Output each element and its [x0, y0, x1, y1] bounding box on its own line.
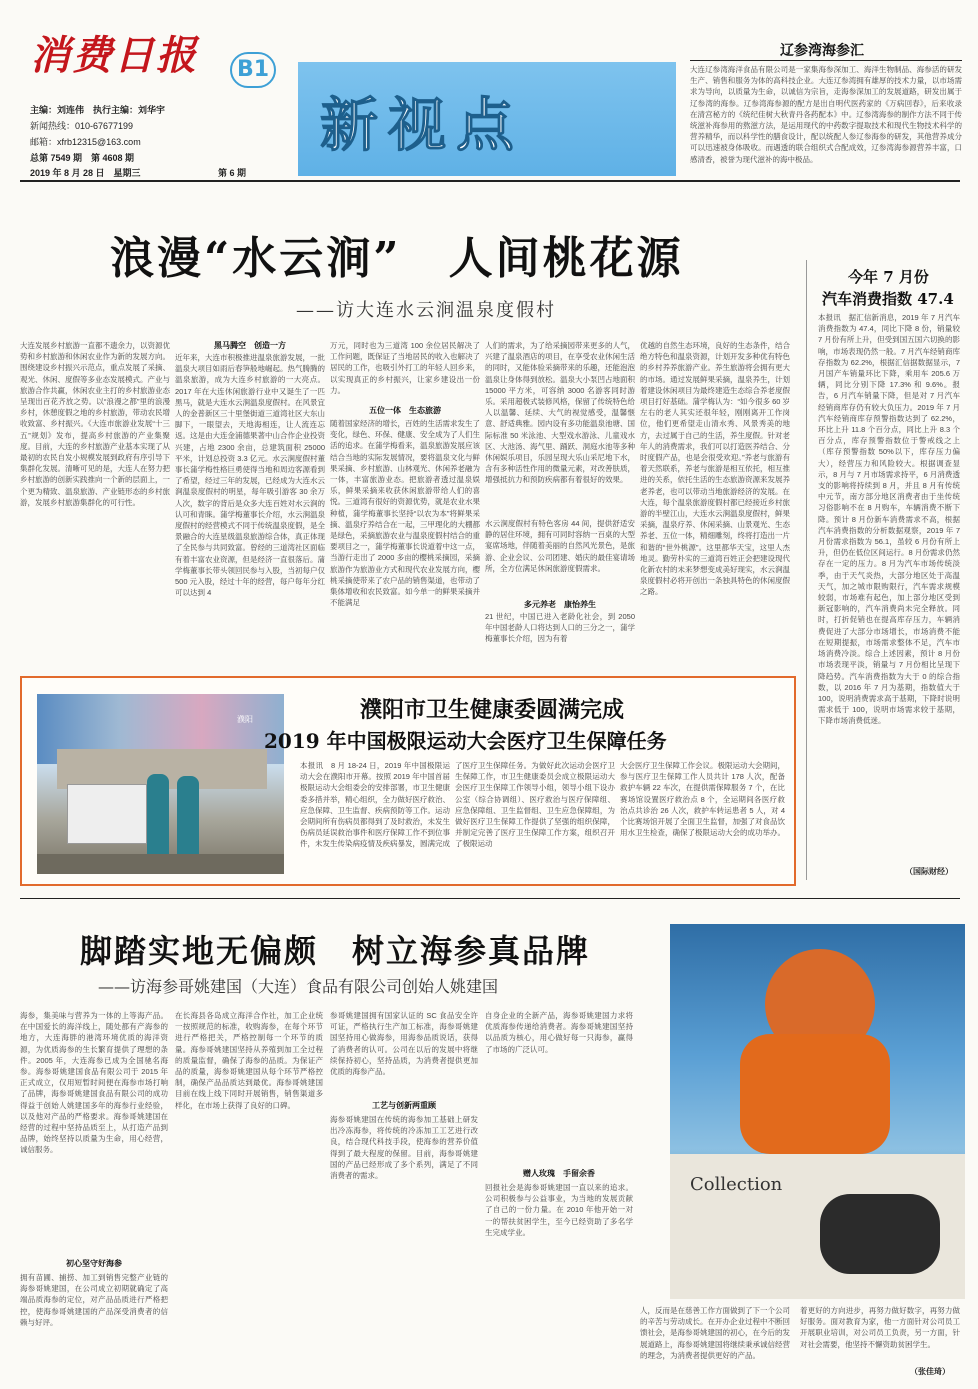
article3-col3: 参哥姚建国拥有国家认证的 SC 食品安全许可证，严格执行生产加工标准，海参哥姚建国坚持用心做海参，用海参品质说话，获得了消费者的认可。公司在以后的发展中将继续保持初心，坚持品质，为消费者提供更加优质的海参产品。	[330, 1011, 478, 1077]
article1-col3-head: 五位一体 生态旅游	[369, 406, 441, 415]
section-badge: B1	[230, 52, 276, 88]
sidecolumn-title1: 今年 7 月份	[848, 268, 929, 286]
issue-date: 2019 年 8 月 28 日 星期三	[30, 168, 141, 178]
article3-subtitle: ——访海参哥姚建国（大连）食品有限公司创始人姚建国	[98, 977, 499, 996]
article3-title: 脚踏实地无偏颇 树立海参真品牌	[80, 932, 591, 970]
article3-col5: 人，反而是在慈善工作方面做到了下一个公司的辛苦与劳动成长。在开办企业过程中不断回馈社会，是海参哥姚建国的初心，在今后的发展道路上，海参哥姚建国将继续秉承诚信经营的理念，为消费者提供更好的产品。	[640, 1306, 790, 1360]
sidebox-title: 辽参湾海参汇	[780, 43, 864, 59]
article1-col2-head: 黑马腾空 创造一方	[214, 341, 286, 350]
newspaper-logo: 消费日报	[30, 32, 198, 79]
article1-col3b: 随着国家经济的增长，百姓的生活需求发生了变化，绿色、环保、健康、安全成为了人们生活的追求。在蒲学梅看来，温泉旅游发展应该结合当地的实际发展情况，要将温泉文化与鲜果采摘、乡村旅游、山林观光、休闲养老融为一体，丰富旅游业态。把旅游者透过温泉娱乐，鲜果采摘来收获休闲旅游带给人们的喜悦。三道湾有很好的资源优势，就是农业水果种植，蒲学梅董事长坚持“以农为本”将鲜果采摘、温泉疗养结合在一起，三甲理化的大棚都是绿色，采摘旅游农业与温泉度假村结合的重要项目之一，蒲学梅董事长说道着中这一点，当游行走出了 2000 多亩的樱桃采摘园，采摘旅游作为旅游业方式和现代农业发展方向，樱桃采摘使带来了农户品的销售渠道，也带动了集体增收和农民致富。如今单一的鲜果采摘并不能满足	[330, 419, 480, 608]
article3-col1-head: 初心坚守好海参	[66, 1259, 122, 1268]
sidecolumn-text: 本报讯 据汇信新消息，2019 年 7 月汽车消费指数为 47.4，同比下降 8 份，销量较 7 月份有所上升，但受到国五国六切换的影响，市场表现仍然一般。7 月汽车经销商库存指数为 62.2%，根据汇信据数据显示，7 月国产车销量环比下降，乘用车 205.6 万辆，同比分别下降 17.3% 和 9.6%。报告，6 月汽车销量下降，但是对 7 月汽车经销商库存仍有较大负压力。2019 年 7 月汽车经销商库存预警指数达到了 62.2%，环比上升 11.8 个百分点，同比上升 8.3 个百分点，库存预警指数位于警戒线之上（库存预警指数 50%以下，库存压力偏大），经营压力和风险较大。根据调查显示，8 月与 7 月市场需求持平，6 月消费透支的影响将持续到 8 月，并且 8 月有传统中元节，南方部分地区消费者由于坐传统习俗影响不在 8 月购车，车辆消费不断下降。预计 8 月份新车消费需求不高，根据汽车消费指数的分析数据观察，2019 年 7 月份需求指数为 56.1，虽较 6 月份有所上升，但仍在低位区间运行。8 月份需求仍然存在一定的压力。8 月为汽车市场传统淡季，由于天气炎热，大部分地区处于高温天气，加之城市限购限行，汽车需求规模较弱，市场难有起色，加上部分地区受到新冠影响的，汽车消费尚未完全释放。同时，打折促销也在提高库存压力，车辆消费促进了大部分市场增长，市场消费不能在短期提振，市场需求整体不足，汽车市场消费冷淡。综合上述因素，预计 8 月份市场表现平淡，销量与 7 月份相比呈现下降趋势。汽车消费指数为大于 0 的综合指数，以 2016 年 7 月为基期，指数值大于 100，说明消费需求高于基期，下降时说明需求低于 100，说明市场需求较于基期，下降市场消费低迷。	[818, 313, 960, 726]
header-rule	[20, 180, 960, 182]
sidebox-rule	[690, 60, 962, 61]
article2-title2: 2019 年中国极限运动大会医疗卫生保障任务	[264, 729, 667, 753]
article1-col5: 优越的自然生态环境，良好的生态条件，结合绝方特色和温泉资源，计划开发多种优有特色的乡村养养旅游产业。养生旅游将会拥有更大的市场。通过发展鲜果采摘，温泉养生，计划着建设休闲项目为最终建造生态综合养老度假项目打好基础。蒲学梅认为：“如今很多 60 岁左右的老人其实还很年轻，刚刚离开工作岗位，他们更希望走山清水秀、风景秀美的地方，去过属于自己的生活，养生度假。针对老年人的消费需求，我们可以打造医养结合、分时度假产品，也是会很受欢迎。”养老与旅游有着天然联系，养老与旅游是相互依托，相互推进的关系，依托生活的生态旅游资源来发展养老养老，也可以带动当地旅游经济的发展。在大连，每个温泉旅游度假村都已经接近乡村旅游的半壁江山，大连水云涧温泉度假村，鲜果采摘，温泉疗养、休闲采摘、山景观光、生态养老、五位一体，精细雕刻，终将打造出一片和谐的“世外桃源”。这里都华天宝，这里人杰地灵。勤劳朴实的三道湾百姓正会把建设现代化新农村的未来梦想变成美好现实，水云涧温泉度假村必将开创出一条独具特色的休闲度假之路。	[640, 341, 790, 597]
article3-col3-head: 工艺与创新两重顾	[372, 1101, 436, 1110]
article2-photo	[37, 694, 284, 874]
sidecolumn-source: （国际财经）	[905, 867, 953, 876]
sidecolumn-title2: 汽车消费指数 47.4	[822, 290, 954, 308]
article2-col2: 了医疗卫生保障任务。为做好此次运动会医疗卫生保障工作，市卫生健康委员会成立极限运动大会医疗卫生保障工作领导小组，领导小组下设办公室（综合协调组）、医疗救治与医疗保障组、应急保障组、卫生监督组、卫生应急保障组，为做好医疗卫生保障工作提供了坚强的组织保障，并制定完善了医疗卫生保障工作方案，组织召开了极限运动	[455, 761, 615, 849]
article3-col1b: 拥有苗圃、捕捞、加工到销售完整产业链的海参哥姚建国，在公司成立初期就确定了高端品质海参的定位，对产品品质进行严格把控，使海参哥姚建国的产品深受消费者的信赖与好评。	[20, 1273, 168, 1327]
email: 邮箱：xfrb12315@163.com	[30, 137, 141, 147]
sidecolumn-divider	[806, 260, 807, 880]
article1-title: 浪漫“水云涧” 人间桃花源	[110, 233, 684, 284]
article1-col2: 近年来，大连市积极推进温泉旅游发展，一批温泉大项目如雨后春笋般地崛起。热气腾腾的温泉旅游，成为大连乡村旅游的一大亮点。2017 年在大连休闲旅游行业中又诞生了一匹黑马，就是大连水云涧温泉度假村。在风景宜人的金普新区三十里堡街道三道湾社区大东山脚下，一眼望去，天地海相连，让人流连忘返。这是由大连金浦德果著中山合作企业投资兴建，占地 2300 余亩，总建筑面积 25000 平米，计划总投资 3.3 亿元。水云涧度假村董事长蒲学梅性格巨勇使得当地和周边客源看到了希望，经过三年的发展，已经成为大连水云涧温泉度假村的明星，每年吸引游客 30 余万人次，数字的背后是众多大连百姓对水云涧的认可和青睐。蒲学梅董事长介绍，水云涧温泉度假村的经营模式不同于传统温泉度假，是全景融合的大连星级温泉旅游综合体，真正体现了全民参与共同致富。曾经的三道湾社区面临有着丰富农业资源，但是经济一直很落后。蒲学梅董事长带头领回民参与入股，当初每户仅 500 元入股，经过十年的经营，每户每年分红可以达到 4	[175, 353, 325, 598]
article3-col4: 自身企业的全新产品，海参哥姚建国力求将优质海参传递给消费者。海参哥姚建国坚持以品质为核心，用心做好每一只海参，赢得了市场的广泛认可。	[485, 1011, 633, 1054]
article1-col4-head: 多元养老 康怡养生	[524, 600, 596, 609]
editors-line: 主编：刘连伟 执行主编：刘华宇	[30, 105, 166, 115]
article3-photo-label: Collection	[690, 1174, 783, 1195]
article3-col6: 着更好的方向进步，再努力做好数字，再努力做好服务。面对教育为家，他一方面针对公司员工开展职业培训，对公司员工负责，另一方面，针对社会需要，他坚持不懈资助贫困学生。	[800, 1306, 960, 1349]
article3-col3b: 海参哥姚建国在传统的海参加工基础上研发出冷冻海参，将传统的冷冻加工工艺进行改良，结合现代科技手段，使海参的营养价值得到了最大程度的保留。目前，海参哥姚建国的产品已经形成了多个系列，满足了不同消费者的需求。	[330, 1115, 478, 1181]
article1-subtitle: ——访大连水云涧温泉度假村	[296, 300, 556, 321]
article1-col4b: 水云涧度假村有特色客房 44 间，提供舒适安静的居住环境，拥有可同时容纳一百桌的大型宴席场地，伴随着美丽的自然风光景色，是旅游、企业会议、公司团建、婚庆的最佳宴请场所，全方位满足休闲旅游度假需求。	[485, 519, 635, 573]
article3-col4-head: 赠人玫瑰 手留余香	[523, 1169, 595, 1178]
article3-col4b: 回报社会是海参哥姚建国一直以来的追求。公司积极参与公益事业，为当地的发展贡献了自己的一份力量。在 2010 年他开始一对一的帮扶贫困学生，至今已经资助了多名学生完成学业。	[485, 1183, 633, 1237]
section-rule	[20, 898, 960, 899]
issue-number: 总第 7549 期 第 4608 期	[30, 153, 135, 163]
article1-col4c: 21 世纪，中国已进入老龄化社会，到 2050 年中国老龄人口将达到人口的三分之一，蒲学梅董事长介绍，因为有着	[485, 612, 635, 644]
article3-col1: 海参，集美味与营养为一体的上等海产品。在中国爱长的海洋线上，随处都有产海参的地方，大连海胖的港湾环境优质的海洋资源，为优质海参的生长繁育提供了理想的条件。2005 年，大连海参已成为全国驰名海参。海参哥姚建国食品有限公司于 2015 年正式成立，仅用短暂时间便在海参市场打响了品牌，海参哥姚建国食品有限公司的成功得益于创始人姚建国多年的海参行业经验，以及他对产品的严格要求。海参哥姚建国在经营的过程中坚持品质至上，从打造产品到品牌，始终坚持以质量为生命，用心经营，诚信服务。	[20, 1011, 168, 1155]
article3-photo	[670, 924, 965, 1299]
article2-col1: 本报讯 8 月 18-24 日，2019 年中国极限运动大会在濮阳市开幕。按照 2019 年中国首届极限运动大会组委会的安排部署，市卫生健康委多措并举，精心组织，全力做好医疗救治、应急保障、卫生监督、疾病预防等工作。运动会期间所有伤病员都得到了及时救治，未发生伤病员延误救治事件和医疗保障工作不到位事件，未发生传染病疫情及疾病暴发，圆满完成	[300, 761, 450, 849]
article3-col2: 在长海县各岛成立海洋合作社，加工企业统一按照规范的标准，收购海参，在每个环节进行严格把关，严格控制每一个环节的质量。海参哥姚建国坚持从养殖到加工全过程的质量监督，确保了海参的品质。为保证产品的质量，海参哥姚建国从每个环节严格控制，确保产品品质达到最优。海参哥姚建国目前在线上线下同时开展销售，销售渠道多样化，在市场上获得了良好的口碑。	[175, 1011, 323, 1110]
section-banner-title: 新视点	[320, 91, 525, 159]
article2-photo-label: 濮阳	[237, 715, 253, 724]
article3-author: （张佳琦）	[910, 1367, 950, 1376]
article1-col1: 大连发展乡村旅游一直都不遗余力，以资源优势和乡村旅游和休闲农业作为新的发展方向。围绕建设乡村振兴示范点，重点发展了采摘、观光、休闲、度假等多业态发展模式。产业与旅游合作共赢，休闲农业主打的乡村旅游业态呈现出百花齐放之势。以“浪漫之都”里的浪漫乡村，休憩度假之地的乡村旅游，带动农民增收致富、乡村振兴。《大连市旅游业发展“十三五”规划》发布，提高乡村旅游的产业集聚度。目前，大连的乡村旅游产业基本实现了从最初的农民自发小规模发展到政府有序引导下集群化发展。清晰可见的是，大连人在努力把乡村旅游的创新实践推向一个新的层面上，一个更为精致、温泉旅游、产业链形态的乡村旅游，发展乡村旅游集群化的可行性。	[20, 341, 170, 507]
article1-col4: 人们的需求，为了给采摘园带来更多的人气，兴建了温泉酒店的项目，在享受农业休闲生活的同时，又能体验采摘带来的乐趣，还能泡泡温泉让身体得到放松。温泉大小泵凹占地面积 15000 平方米，可容纳 3000 名游客同时游乐。采用超极式装修风格，保留了传统特色给人以温馨、延续、大气的视觉感受，温馨惬意、舒适典雅。园内设有多功能温泉池塘、国际标准 50 米泳池、大型戏水游泳、儿童戏水区、大池汤、海气里、踊跃、洞庭水池等多种休闲娱乐项目，乐园呈现大乐山采尼地下水，含有多种活性作用的微量元素，对改善肤质，增强抵抗力和预防疾病都有着很好的效果。	[485, 341, 635, 485]
edition-number: 第 6 期	[218, 168, 247, 178]
article2-title: 濮阳市卫生健康委圆满完成	[360, 697, 625, 723]
sidebox-text: 大连辽参湾海洋食品有限公司是一家集海参深加工、海洋生物制品、海参活的研发生产、销售和服务为体的高科技企业。大连辽参湾拥有雄厚的技术力量，以市场需求为导向，以质量为生命，以诚信为宗旨，走海参深加工的发展道路，研发出属于辽参湾的海参。辽参湾海参源的配方是出自明代医药家的《万病回春》，后来收录在清宫秘方的《统纪佳树大秋青丹各药配本》中。辽参湾海参的制作方法不同于传统滋补海参用的熬滋方法，是运用现代的中药数字提取技术和现代生物技术科学的营养精华，而以科学性的膳食设计，配以统配人参辽参海参的研发，其他营养成分可以迅速被身体吸收。而遇透的联合组织式合配成效，辽参湾海参源营养丰富，口感清香，被誉为现代滋补的海中极品。	[690, 65, 962, 164]
article2-col3: 大会医疗卫生保障工作会议。极限运动大会期间，参与医疗卫生保障工作人员共计 178 人次，配备救护车辆 22 车次，在提供需保障服务 7 个，在比赛场馆设置医疗救治点 8 个，全运期间各医疗救治点共诊治 26 人次，救护车转运患者 5 人，对 4 个比赛场馆开展了全面卫生监督，加强了对食品饮用水卫生检查，确保了极限运动大会的成功举办。	[620, 761, 785, 838]
article1-col3: 万元，同时也为三道湾 100 余位居民解决了工作问题，既保证了当地居民的收入也解决了居民的工作，也吸引外打工的年轻人回乡来，以实现真正的乡村振兴，让家乡建设出一份力。	[330, 341, 480, 395]
hotline: 新闻热线：010-67677199	[30, 121, 134, 131]
